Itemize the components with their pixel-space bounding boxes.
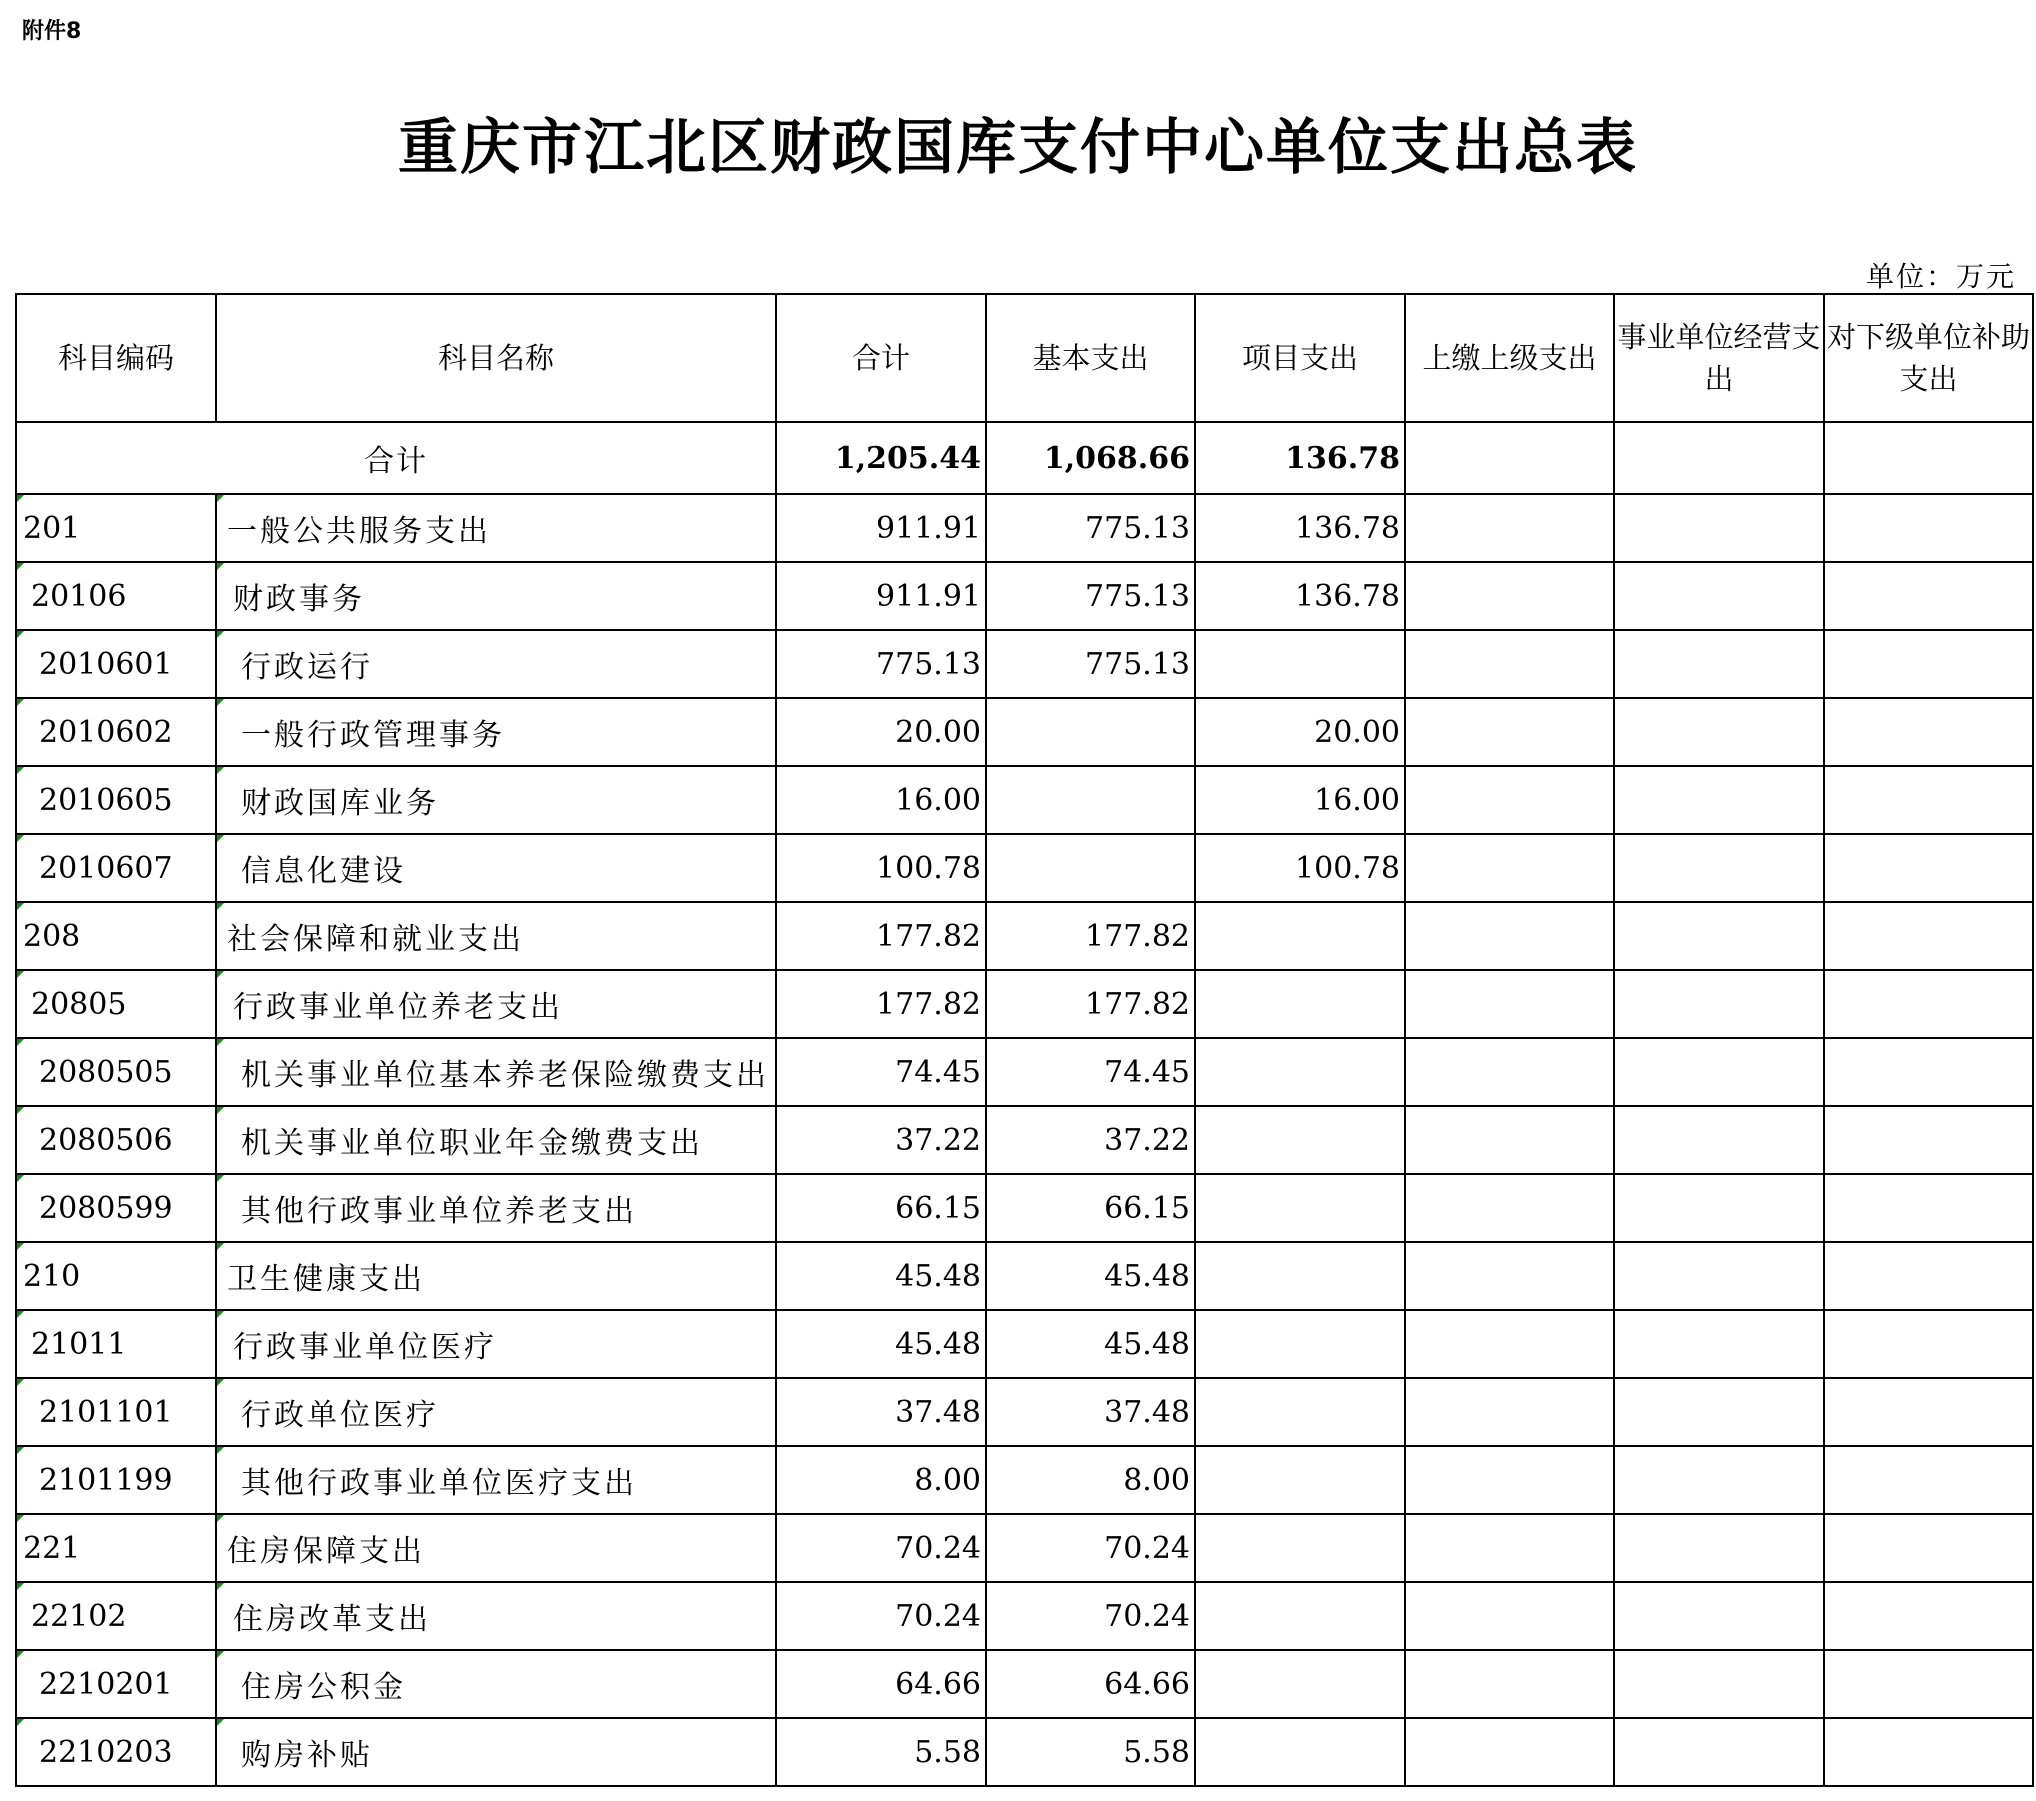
row-upper — [1405, 1310, 1614, 1378]
row-project: 136.78 — [1195, 494, 1405, 562]
table-row — [16, 1514, 2033, 1582]
row-basic: 74.45 — [986, 1038, 1195, 1106]
row-subsidy — [1824, 1718, 2033, 1786]
table-row — [16, 698, 2033, 766]
row-upper — [1405, 1378, 1614, 1446]
row-project — [1195, 1310, 1405, 1378]
row-total: 911.91 — [776, 562, 986, 630]
row-project — [1195, 1038, 1405, 1106]
row-project — [1195, 1174, 1405, 1242]
row-basic: 70.24 — [986, 1582, 1195, 1650]
row-project — [1195, 1582, 1405, 1650]
row-code: 2010605 — [16, 766, 216, 834]
row-project — [1195, 1514, 1405, 1582]
row-subsidy — [1824, 630, 2033, 698]
table-row — [16, 1650, 2033, 1718]
row-business — [1614, 1174, 1824, 1242]
row-total: 5.58 — [776, 1718, 986, 1786]
row-code: 21011 — [16, 1310, 216, 1378]
row-code: 22102 — [16, 1582, 216, 1650]
row-basic: 37.48 — [986, 1378, 1195, 1446]
row-project — [1195, 1242, 1405, 1310]
row-business — [1614, 1106, 1824, 1174]
total-business — [1614, 422, 1824, 494]
total-row — [16, 422, 2033, 494]
row-name: 其他行政事业单位医疗支出 — [216, 1446, 776, 1514]
table-row — [16, 1038, 2033, 1106]
total-upper — [1405, 422, 1614, 494]
table-row — [16, 1106, 2033, 1174]
row-name: 行政单位医疗 — [216, 1378, 776, 1446]
row-name: 其他行政事业单位养老支出 — [216, 1174, 776, 1242]
row-business — [1614, 494, 1824, 562]
table-row — [16, 562, 2033, 630]
row-name: 行政事业单位养老支出 — [216, 970, 776, 1038]
row-subsidy — [1824, 1310, 2033, 1378]
table-row — [16, 1582, 2033, 1650]
row-total: 74.45 — [776, 1038, 986, 1106]
row-code: 221 — [16, 1514, 216, 1582]
table-row — [16, 1242, 2033, 1310]
row-total: 37.48 — [776, 1378, 986, 1446]
row-subsidy — [1824, 1446, 2033, 1514]
row-basic — [986, 766, 1195, 834]
row-code: 2010607 — [16, 834, 216, 902]
row-subsidy — [1824, 970, 2033, 1038]
row-code: 2101199 — [16, 1446, 216, 1514]
row-upper — [1405, 494, 1614, 562]
row-upper — [1405, 562, 1614, 630]
table-row — [16, 494, 2033, 562]
row-total: 177.82 — [776, 970, 986, 1038]
row-project: 136.78 — [1195, 562, 1405, 630]
header-code: 科目编码 — [16, 294, 216, 422]
row-code: 2210201 — [16, 1650, 216, 1718]
row-name: 购房补贴 — [216, 1718, 776, 1786]
row-code: 2210203 — [16, 1718, 216, 1786]
table-row — [16, 1378, 2033, 1446]
row-subsidy — [1824, 1514, 2033, 1582]
row-code: 20805 — [16, 970, 216, 1038]
table-row — [16, 834, 2033, 902]
row-total: 45.48 — [776, 1242, 986, 1310]
row-upper — [1405, 970, 1614, 1038]
row-code: 201 — [16, 494, 216, 562]
row-code: 2080505 — [16, 1038, 216, 1106]
row-total: 20.00 — [776, 698, 986, 766]
header-name: 科目名称 — [216, 294, 776, 422]
row-business — [1614, 834, 1824, 902]
row-project — [1195, 1446, 1405, 1514]
total-label: 合计 — [16, 422, 776, 494]
row-name: 机关事业单位职业年金缴费支出 — [216, 1106, 776, 1174]
row-name: 财政事务 — [216, 562, 776, 630]
row-business — [1614, 902, 1824, 970]
table-row — [16, 902, 2033, 970]
row-total: 70.24 — [776, 1582, 986, 1650]
row-basic: 775.13 — [986, 630, 1195, 698]
row-upper — [1405, 630, 1614, 698]
table-row — [16, 1310, 2033, 1378]
row-subsidy — [1824, 1038, 2033, 1106]
row-subsidy — [1824, 902, 2033, 970]
row-subsidy — [1824, 1650, 2033, 1718]
header-business: 事业单位经营支出 — [1614, 294, 1824, 422]
row-subsidy — [1824, 562, 2033, 630]
row-business — [1614, 1242, 1824, 1310]
row-total: 45.48 — [776, 1310, 986, 1378]
row-name: 住房公积金 — [216, 1650, 776, 1718]
row-upper — [1405, 1174, 1614, 1242]
row-total: 66.15 — [776, 1174, 986, 1242]
row-upper — [1405, 698, 1614, 766]
row-subsidy — [1824, 766, 2033, 834]
header-basic: 基本支出 — [986, 294, 1195, 422]
row-upper — [1405, 902, 1614, 970]
row-total: 64.66 — [776, 1650, 986, 1718]
header-project: 项目支出 — [1195, 294, 1405, 422]
row-project: 20.00 — [1195, 698, 1405, 766]
row-project — [1195, 1106, 1405, 1174]
row-project — [1195, 1718, 1405, 1786]
row-total: 8.00 — [776, 1446, 986, 1514]
row-subsidy — [1824, 1582, 2033, 1650]
row-subsidy — [1824, 1174, 2033, 1242]
row-name: 社会保障和就业支出 — [216, 902, 776, 970]
table-row — [16, 1174, 2033, 1242]
total-project: 136.78 — [1195, 422, 1405, 494]
row-name: 机关事业单位基本养老保险缴费支出 — [216, 1038, 776, 1106]
row-upper — [1405, 766, 1614, 834]
row-basic: 70.24 — [986, 1514, 1195, 1582]
table-row — [16, 1446, 2033, 1514]
row-upper — [1405, 1446, 1614, 1514]
row-business — [1614, 970, 1824, 1038]
row-name: 行政运行 — [216, 630, 776, 698]
row-business — [1614, 766, 1824, 834]
row-name: 卫生健康支出 — [216, 1242, 776, 1310]
row-business — [1614, 562, 1824, 630]
row-basic: 64.66 — [986, 1650, 1195, 1718]
row-project: 100.78 — [1195, 834, 1405, 902]
row-code: 20106 — [16, 562, 216, 630]
table-row — [16, 630, 2033, 698]
total-total: 1,205.44 — [776, 422, 986, 494]
row-code: 2080599 — [16, 1174, 216, 1242]
row-business — [1614, 698, 1824, 766]
row-name: 住房改革支出 — [216, 1582, 776, 1650]
total-basic: 1,068.66 — [986, 422, 1195, 494]
attachment-label: 附件8 — [22, 19, 82, 44]
row-basic: 45.48 — [986, 1242, 1195, 1310]
row-upper — [1405, 1650, 1614, 1718]
row-name: 一般行政管理事务 — [216, 698, 776, 766]
expenditure-table — [15, 293, 2034, 1787]
row-basic — [986, 834, 1195, 902]
table-row — [16, 1718, 2033, 1786]
row-upper — [1405, 1582, 1614, 1650]
row-code: 2010601 — [16, 630, 216, 698]
table-header-row — [16, 294, 2033, 422]
row-basic: 177.82 — [986, 902, 1195, 970]
row-code: 208 — [16, 902, 216, 970]
row-basic: 177.82 — [986, 970, 1195, 1038]
row-business — [1614, 1514, 1824, 1582]
header-total: 合计 — [776, 294, 986, 422]
row-basic: 775.13 — [986, 562, 1195, 630]
row-upper — [1405, 1106, 1614, 1174]
row-upper — [1405, 1242, 1614, 1310]
row-basic: 45.48 — [986, 1310, 1195, 1378]
row-name: 一般公共服务支出 — [216, 494, 776, 562]
row-project: 16.00 — [1195, 766, 1405, 834]
row-business — [1614, 1310, 1824, 1378]
table-row — [16, 970, 2033, 1038]
row-business — [1614, 1038, 1824, 1106]
row-subsidy — [1824, 698, 2033, 766]
total-subsidy — [1824, 422, 2033, 494]
row-upper — [1405, 834, 1614, 902]
row-total: 100.78 — [776, 834, 986, 902]
row-basic: 775.13 — [986, 494, 1195, 562]
row-code: 2080506 — [16, 1106, 216, 1174]
row-basic: 66.15 — [986, 1174, 1195, 1242]
row-total: 37.22 — [776, 1106, 986, 1174]
header-upper: 上缴上级支出 — [1405, 294, 1614, 422]
row-business — [1614, 1446, 1824, 1514]
row-subsidy — [1824, 1242, 2033, 1310]
row-business — [1614, 1378, 1824, 1446]
row-project — [1195, 1650, 1405, 1718]
row-business — [1614, 1718, 1824, 1786]
row-business — [1614, 1650, 1824, 1718]
row-basic: 8.00 — [986, 1446, 1195, 1514]
row-business — [1614, 1582, 1824, 1650]
row-project — [1195, 902, 1405, 970]
row-subsidy — [1824, 1106, 2033, 1174]
row-basic: 37.22 — [986, 1106, 1195, 1174]
table-row — [16, 766, 2033, 834]
row-total: 911.91 — [776, 494, 986, 562]
unit-label: 单位：万元 — [1865, 260, 2016, 293]
row-name: 行政事业单位医疗 — [216, 1310, 776, 1378]
row-name: 住房保障支出 — [216, 1514, 776, 1582]
row-code: 2010602 — [16, 698, 216, 766]
row-project — [1195, 630, 1405, 698]
row-upper — [1405, 1038, 1614, 1106]
row-code: 210 — [16, 1242, 216, 1310]
row-total: 16.00 — [776, 766, 986, 834]
row-upper — [1405, 1718, 1614, 1786]
row-basic: 5.58 — [986, 1718, 1195, 1786]
page-title: 重庆市江北区财政国库支付中心单位支出总表 — [398, 113, 1638, 183]
header-subsidy: 对下级单位补助支出 — [1824, 294, 2033, 422]
row-basic — [986, 698, 1195, 766]
row-code: 2101101 — [16, 1378, 216, 1446]
row-project — [1195, 970, 1405, 1038]
row-total: 177.82 — [776, 902, 986, 970]
row-total: 70.24 — [776, 1514, 986, 1582]
row-name: 财政国库业务 — [216, 766, 776, 834]
row-upper — [1405, 1514, 1614, 1582]
row-subsidy — [1824, 494, 2033, 562]
row-name: 信息化建设 — [216, 834, 776, 902]
row-subsidy — [1824, 1378, 2033, 1446]
row-total: 775.13 — [776, 630, 986, 698]
row-subsidy — [1824, 834, 2033, 902]
row-business — [1614, 630, 1824, 698]
row-project — [1195, 1378, 1405, 1446]
